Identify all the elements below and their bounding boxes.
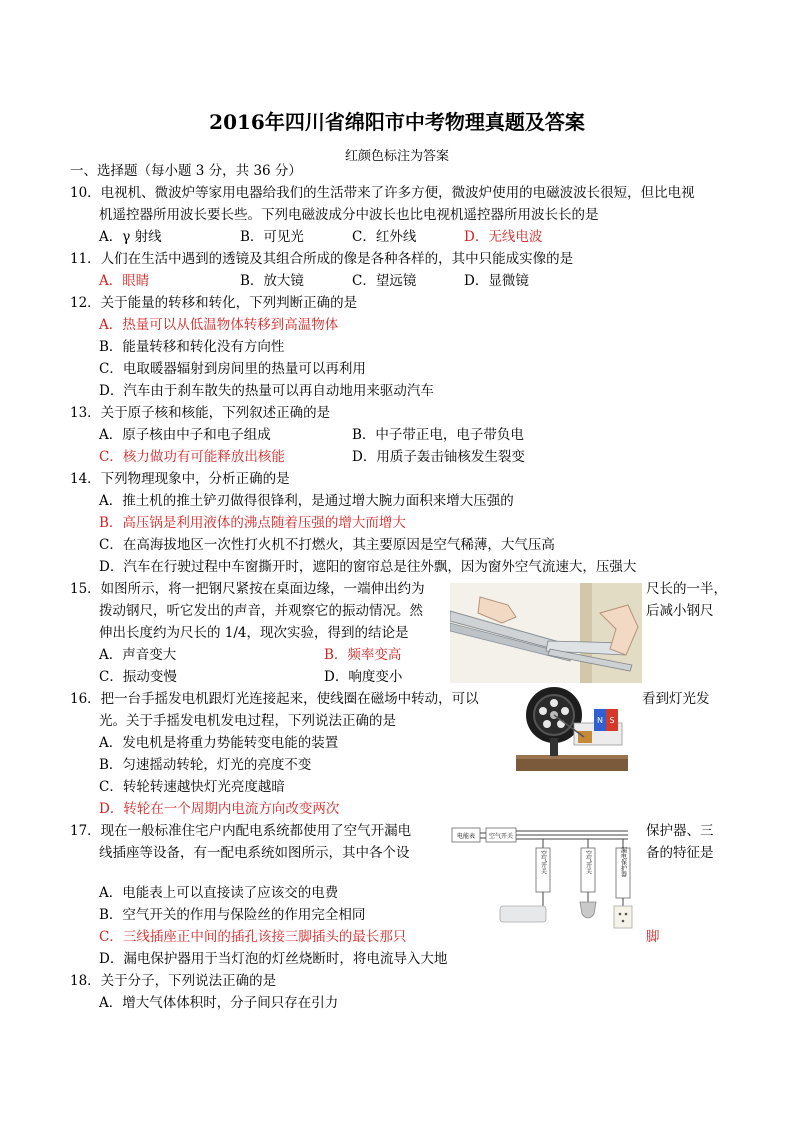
- meter-label: 电能表: [456, 833, 476, 840]
- q15-option-a: A．声音变大: [99, 647, 177, 663]
- svg-text:S: S: [609, 716, 615, 725]
- q14-option-b-answer: B．高压锅是利用液体的沸点随着压强的增大而增大: [99, 515, 406, 531]
- leak-protector-label: 漏电保护器: [619, 847, 627, 877]
- q13-option-d: D．用质子轰击铀核发生裂变: [352, 449, 525, 465]
- q13-option-a: A．原子核由中子和电子组成: [99, 427, 271, 443]
- q13-text-1: 13．关于原子核和核能，下列叙述正确的是: [70, 405, 331, 421]
- q18-option-a: A．增大气体体积时，分子间只存在引力: [99, 995, 339, 1011]
- q17-text-1b: 保护器、三: [646, 823, 714, 839]
- page-title: 2016年四川省绵阳市中考物理真题及答案: [209, 110, 585, 134]
- q13-option-c-answer: C．核力做功有可能释放出核能: [99, 449, 285, 465]
- q16-option-c: C．转轮转速越快灯光亮度越暗: [99, 779, 285, 795]
- q17-text-2b: 备的特征是: [646, 845, 714, 861]
- ruler-vibration-figure: [450, 583, 642, 683]
- q16-option-b: B．匀速摇动转轮，灯光的亮度不变: [99, 757, 312, 773]
- q18-text-1: 18．关于分子，下列说法正确的是: [70, 973, 277, 989]
- q10-text-2: 机遥控器所用波长要长些。下列电磁波成分中波长也比电视机遥控器所用波长长的是: [99, 207, 599, 223]
- section-heading: 一、选择题（每小题 3 分，共 36 分）: [70, 163, 302, 179]
- q16-text-1a: 16．把一台手摇发电机跟灯光连接起来，使线圈在磁场中转动，可以: [70, 691, 479, 707]
- q13-option-b: B．中子带正电，电子带负电: [352, 427, 524, 443]
- q15-option-c: C．振动变慢: [99, 669, 177, 685]
- switch-label-1: 空气开关: [539, 850, 547, 874]
- q12-text-1: 12．关于能量的转移和转化，下列判断正确的是: [70, 295, 358, 311]
- q15-text-1b: 尺长的一半，: [646, 581, 727, 597]
- main-switch-label: 空气开关: [488, 833, 514, 840]
- q17-option-d: D．漏电保护器用于当灯泡的灯丝烧断时，将电流导入大地: [99, 951, 448, 967]
- answer-note: 红颜色标注为答案: [344, 149, 449, 164]
- q14-option-c: C．在高海拔地区一次性打火机不打燃火，其主要原因是空气稀薄，大气压高: [99, 537, 555, 553]
- q17-option-c-answer: C．三线插座正中间的插孔该接三脚插头的最长那只: [99, 929, 407, 945]
- q12-option-a-answer: A．热量可以从低温物体转移到高温物体: [99, 317, 339, 333]
- q16-option-d-answer: D．转轮在一个周期内电流方向改变两次: [99, 801, 340, 817]
- q11-option-c: C．望远镜: [352, 273, 417, 289]
- q15-text-2b: 后减小钢尺: [646, 603, 714, 619]
- svg-text:N: N: [597, 716, 603, 725]
- q15-option-b-answer: B．频率变高: [324, 647, 402, 663]
- q14-option-d: D．汽车在行驶过程中车窗撕开时，遮阳的窗帘总是往外飘，因为窗外空气流速大，压强大: [99, 559, 637, 575]
- q11-option-b: B．放大镜: [240, 273, 304, 289]
- q11-text-1: 11．人们在生活中遇到的透镜及其组合所成的像是各种各样的，其中只能成实像的是: [70, 251, 574, 267]
- q15-option-d: D．响度变小: [324, 669, 403, 685]
- generator-figure: [514, 683, 630, 773]
- q10-option-c: C．红外线: [352, 229, 417, 245]
- q10-option-b: B．可见光: [240, 229, 304, 245]
- q16-text-1b: 看到灯光发: [642, 691, 710, 707]
- q10-text-1: 10．电视机、微波炉等家用电器给我们的生活带来了许多方便，微波炉使用的电磁波波长很短，但比电视: [70, 185, 695, 201]
- q12-option-b: B．能量转移和转化没有方向性: [99, 339, 285, 355]
- q11-option-d: D．显微镜: [464, 273, 529, 289]
- q11-option-a-answer: A．眼睛: [99, 273, 150, 289]
- q10-option-d-answer: D．无线电波: [464, 229, 543, 245]
- q16-text-2: 光。关于手摇发电机发电过程，下列说法正确的是: [99, 713, 396, 729]
- q14-option-a: A．推土机的推土铲刃做得很锋利，是通过增大腕力面积来增大压强的: [99, 493, 514, 509]
- q15-text-1a: 15．如图所示，将一把钢尺紧按在桌面边缘，一端伸出约为: [70, 581, 425, 597]
- q12-option-d: D．汽车由于刹车散失的热量可以再自动地用来驱动汽车: [99, 383, 434, 399]
- q17-option-b: B．空气开关的作用与保险丝的作用完全相同: [99, 907, 366, 923]
- q14-text-1: 14．下列物理现象中，分析正确的是: [70, 471, 290, 487]
- distribution-system-figure: [448, 822, 640, 934]
- q17-option-a: A．电能表上可以直接读了应该交的电费: [99, 885, 339, 901]
- q15-text-3: 伸出长度约为尺长的 1/4，现次实验，得到的结论是: [99, 625, 409, 641]
- q17-text-2a: 线插座等设备，有一配电系统如图所示，其中各个设: [99, 845, 410, 861]
- q17-text-1a: 17．现在一般标准住宅户内配电系统都使用了空气开漏电: [70, 823, 412, 839]
- q17-option-c-answer-end: 脚: [646, 929, 660, 945]
- switch-label-2: 空气开关: [584, 850, 592, 874]
- q16-option-a: A．发电机是将重力势能转变电能的装置: [99, 735, 339, 751]
- q10-option-a: A．γ 射线: [99, 229, 162, 245]
- q15-text-2a: 拨动钢尺，听它发出的声音，并观察它的振动情况。然: [99, 603, 423, 619]
- q12-option-c: C．电取暖器辐射到房间里的热量可以再利用: [99, 361, 366, 377]
